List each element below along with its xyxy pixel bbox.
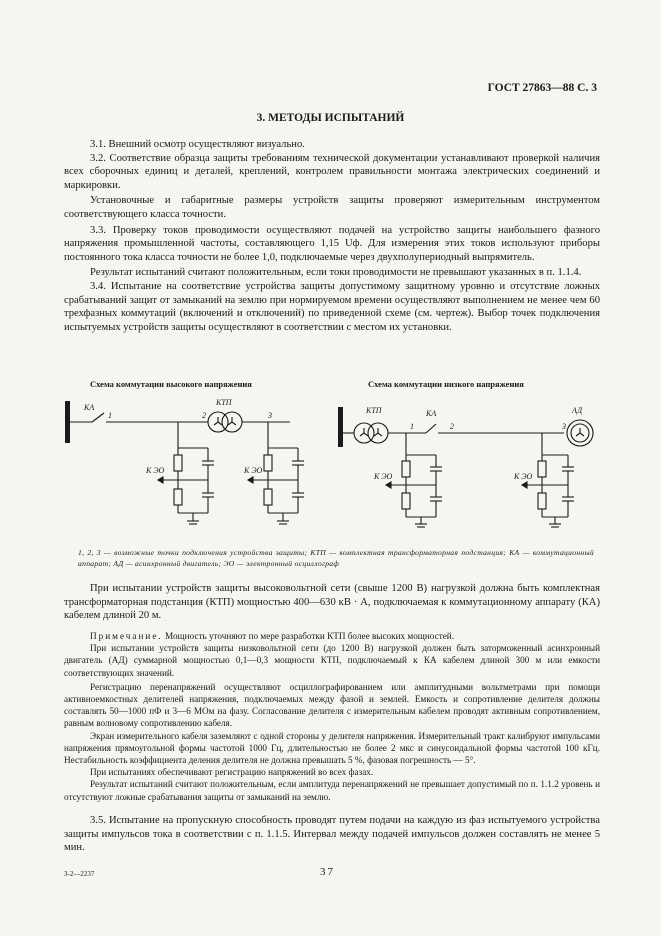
notes-block	[64, 630, 600, 803]
paragraph: При испытании устройств защиты высоковольтной сети (свыше 1200 В) нагрузкой должна быть комплектная трансформаторная подстанция (КТП) мощностью 400—630 кВ · А, подключаемая к коммутационному аппарату (КА) кабелем длиной 20 м.	[64, 583, 600, 622]
label-point-2: 2	[202, 411, 206, 420]
transformer-ktp	[354, 423, 388, 443]
paragraph: Результат испытаний считают положительным, если токи проводимости не превышают указанных в п. 1.1.4.	[90, 267, 582, 279]
main-text	[64, 138, 600, 334]
label-ad: АД	[572, 406, 583, 415]
paragraph: При испытании устройств защиты низковольтной сети (до 1200 В) нагрузкой должен быть заторможенный асинхронный двигатель (АД) суммарной мощностью 0,1—0,3 мощности КТП, подключаемый к КА кабелем длиной 300 м или емкости соответствующих значений.	[64, 643, 600, 678]
low-voltage-diagram	[330, 393, 610, 533]
footer-code: 3-2—2237	[64, 870, 95, 878]
label-point-3: 3	[562, 422, 566, 431]
paragraph: При испытаниях обеспечивают регистрацию напряжений во всех фазах.	[90, 767, 374, 778]
label-point-3: 3	[268, 411, 272, 420]
note-text: Мощность уточняют по мере разработки КТП более высоких мощностей.	[165, 631, 454, 641]
paragraph: 3.3. Проверку токов проводимости осуществляют подачей на устройство защиты наибольшего фазного напряжения промышленной частоты, составляющего 1,15 Uф. Для измерения этих токов используют приборы постоянного тока класса точности не более 1,0, подключаемые через двухполупериодный выпрямитель.	[64, 224, 600, 263]
final-text	[64, 814, 600, 855]
diagram-caption: 1, 2, 3 — возможные точки подключения устройства защиты; КТП — комплектная трансформаторная подстанция; КА — коммутационный аппарат; АД — асинхронный двигатель; ЭО — электронный осциллограф	[78, 548, 594, 568]
paragraph: Установочные и габаритные размеры устройств защиты проверяют измерительным инструментом соответствующего класса точности.	[64, 195, 600, 220]
label-ktp: КТП	[366, 406, 382, 415]
label-keo: К ЭО	[374, 472, 393, 481]
switch-ka	[426, 424, 436, 433]
paragraph: 3.5. Испытание на пропускную способность проводят путем подачи на каждую из фаз испытуемого устройства защиты импульсов тока в соответствии с п. 1.1.5. Интервал между подачей импульсов должен составлять не менее 5 мин.	[64, 815, 600, 854]
paragraph: Экран измерительного кабеля заземляют с одной стороны у делителя напряжения. Измерительный тракт калибруют импульсами напряжения прямоугольной формы частотой 1000 Гц, длительностью не более 2 мкс и синусоидальной формы частотой 100 кГц. Нестабильность коэффициента деления делителя не должна превышать 5 %, фазовая погрешность — 5°.	[64, 730, 600, 766]
switch-ka	[92, 413, 104, 422]
section-title: 3. МЕТОДЫ ИСПЫТАНИЙ	[256, 112, 405, 124]
diagram-title-high-voltage: Схема коммутации высокого напряжения	[90, 379, 252, 389]
busbar	[65, 401, 70, 443]
note-paragraph	[64, 630, 600, 642]
after-diagram-text	[64, 582, 600, 623]
paragraph: Регистрацию перенапряжений осуществляют осциллографированием или амплитудными вольтметрами при помощи активноемкостных делителей напряжения, подключаемых между фазой и землей. Емкость и сопротивление делителя должны составлять 50—1000 пФ и 3—6 МОм на фазу. Согласование делителя с измерительным кабелем проводят активным сопротивлением, равным волновому сопротивлению кабеля.	[64, 681, 600, 729]
label-ka: КА	[426, 409, 437, 418]
transformer-ktp	[208, 412, 242, 432]
label-ktp: КТП	[216, 398, 232, 407]
label-keo: К ЭО	[146, 466, 165, 475]
label-point-2: 2	[450, 422, 454, 431]
note-label: Примечание.	[90, 631, 163, 641]
high-voltage-diagram	[60, 393, 320, 533]
busbar	[338, 407, 343, 447]
label-keo: К ЭО	[514, 472, 533, 481]
paragraph: 3.2. Соответствие образца защиты требованиям технической документации устанавливают проверкой наличия всех сборочных единиц и деталей, креплений, контролем правильности монтажа электрических соединений и маркировки.	[64, 152, 600, 191]
voltage-divider	[158, 422, 214, 524]
paragraph: 3.4. Испытание на соответствие устройства защиты допустимому защитному уровню и отсутствие ложных срабатываний защит от замыканий на землю при нормируемом времени осуществляют выполнением не менее чем 60 трехфазных коммутаций (включений и отключений) по приведенной схеме (см. чертеж). Выбор точек подключения испытуемых устройств защиты осуществляют в соответствии с местом их установки.	[64, 280, 600, 333]
label-ka: КА	[84, 403, 95, 412]
motor-ad	[567, 420, 593, 446]
label-keo: К ЭО	[244, 466, 263, 475]
paragraph: 3.1. Внешний осмотр осуществляют визуально.	[90, 139, 305, 150]
label-point-1: 1	[410, 422, 414, 431]
label-point-1: 1	[108, 411, 112, 420]
paragraph: Результат испытаний считают положительным, если амплитуда перенапряжений не превышает допустимый по п. 1.1.2 уровень и отсутствуют ложные срабатывания защиты от замыканий на землю.	[64, 779, 600, 802]
diagram-title-low-voltage: Схема коммутации низкого напряжения	[368, 379, 524, 389]
document-header: ГОСТ 27863—88 С. 3	[487, 82, 597, 94]
voltage-divider	[386, 433, 442, 527]
page-number: 37	[320, 866, 335, 878]
